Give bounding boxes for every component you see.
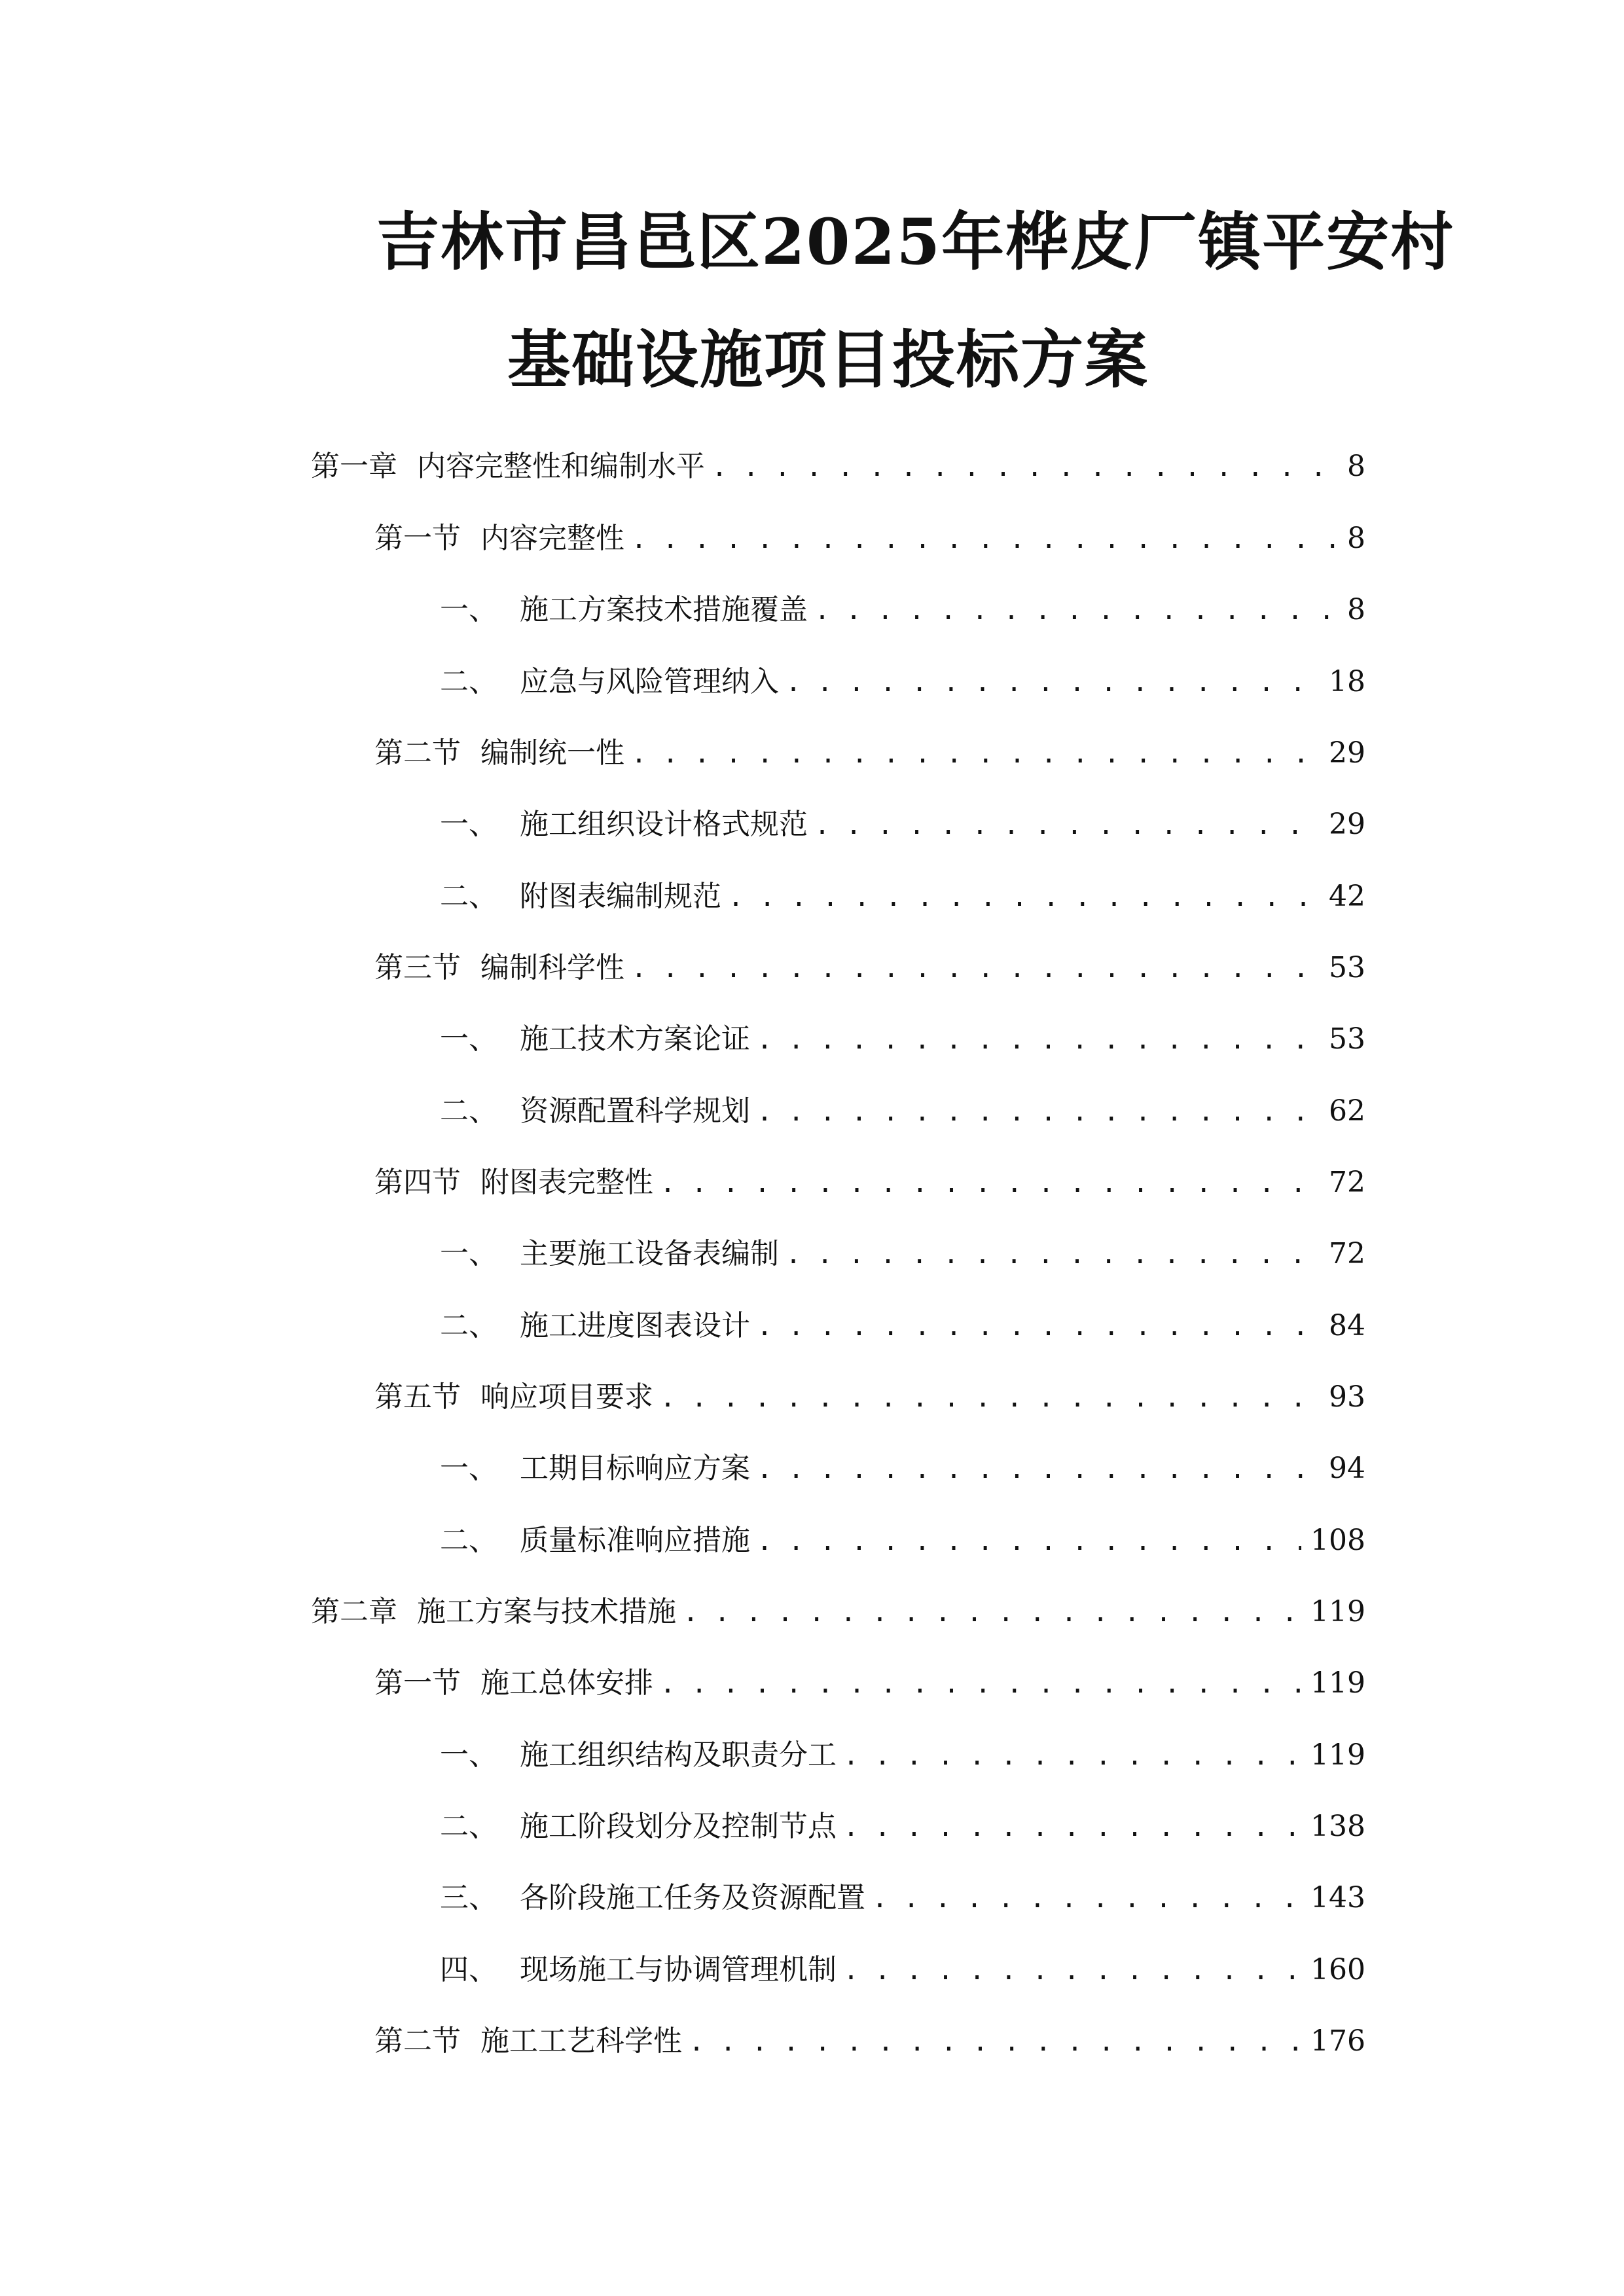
toc-entry-number: 第二节 bbox=[374, 2024, 461, 2058]
toc-entry-subsection[interactable] bbox=[440, 659, 1365, 705]
toc-entry-page: 119 bbox=[1310, 1666, 1365, 1700]
toc-entry-subsection[interactable] bbox=[440, 802, 1365, 848]
toc-entry-chapter[interactable] bbox=[311, 1589, 1365, 1635]
toc-entry-number: 一、 bbox=[440, 1022, 497, 1056]
toc-entry-title: 施工组织结构及职责分工 bbox=[520, 1738, 837, 1772]
toc-entry-page: 160 bbox=[1310, 1953, 1365, 1986]
toc-entry-number: 二、 bbox=[440, 1810, 497, 1843]
toc-entry-number: 二、 bbox=[440, 880, 497, 913]
toc-entry-subsection[interactable] bbox=[440, 1947, 1365, 1993]
toc-dot-leader bbox=[631, 946, 1320, 992]
toc-entry-number: 第一节 bbox=[374, 1666, 461, 1700]
toc-entry-title: 施工总体安排 bbox=[480, 1666, 653, 1700]
toc-entry-number: 第二章 bbox=[311, 1595, 397, 1628]
toc-entry-title: 施工方案技术措施覆盖 bbox=[520, 593, 808, 626]
toc-entry-title: 附图表完整性 bbox=[480, 1166, 653, 1199]
toc-entry-title: 质量标准响应措施 bbox=[520, 1524, 750, 1557]
toc-entry-title: 各阶段施工任务及资源配置 bbox=[520, 1881, 865, 1914]
toc-entry-number: 第一章 bbox=[311, 450, 397, 483]
toc-entry-section[interactable] bbox=[374, 1374, 1365, 1420]
toc-entry-page: 119 bbox=[1310, 1595, 1365, 1628]
toc-dot-leader bbox=[814, 588, 1338, 634]
toc-entry-page: 42 bbox=[1329, 880, 1365, 913]
toc-entry-title: 响应项目要求 bbox=[480, 1380, 653, 1414]
toc-entry-page: 176 bbox=[1310, 2024, 1365, 2058]
toc-entry-page: 53 bbox=[1329, 951, 1365, 984]
toc-entry-number: 三、 bbox=[440, 1881, 497, 1914]
toc-entry-title: 工期目标响应方案 bbox=[520, 1452, 750, 1485]
toc-entry-page: 108 bbox=[1310, 1524, 1365, 1557]
toc-entry-page: 143 bbox=[1310, 1881, 1365, 1914]
toc-dot-leader bbox=[843, 1733, 1301, 1779]
toc-entry-page: 8 bbox=[1347, 450, 1365, 483]
toc-entry-title: 施工方案与技术措施 bbox=[417, 1595, 676, 1628]
toc-entry-subsection[interactable] bbox=[440, 1518, 1365, 1564]
toc-entry-number: 二、 bbox=[440, 1094, 497, 1128]
toc-entry-page: 8 bbox=[1347, 593, 1365, 626]
toc-dot-leader bbox=[757, 1089, 1320, 1135]
toc-entry-number: 一、 bbox=[440, 593, 497, 626]
toc-entry-page: 84 bbox=[1329, 1309, 1365, 1342]
toc-entry-number: 第三节 bbox=[374, 951, 461, 984]
toc-entry-title: 资源配置科学规划 bbox=[520, 1094, 750, 1128]
toc-entry-section[interactable] bbox=[374, 516, 1365, 562]
toc-entry-subsection[interactable] bbox=[440, 1732, 1365, 1778]
toc-dot-leader bbox=[843, 1948, 1301, 1994]
toc-entry-subsection[interactable] bbox=[440, 874, 1365, 920]
toc-dot-leader bbox=[757, 1446, 1320, 1492]
toc-entry-number: 二、 bbox=[440, 1309, 497, 1342]
toc-entry-number: 第四节 bbox=[374, 1166, 461, 1199]
toc-dot-leader bbox=[660, 1160, 1320, 1206]
toc-entry-title: 施工阶段划分及控制节点 bbox=[520, 1810, 837, 1843]
document-title-line-1: 吉林市昌邑区2025年桦皮厂镇平安村 bbox=[376, 205, 1455, 279]
toc-entry-page: 18 bbox=[1329, 665, 1365, 698]
toc-dot-leader bbox=[785, 660, 1320, 706]
toc-entry-number: 第二节 bbox=[374, 736, 461, 770]
toc-entry-section[interactable] bbox=[374, 730, 1365, 776]
toc-entry-subsection[interactable] bbox=[440, 1804, 1365, 1850]
toc-entry-subsection[interactable] bbox=[440, 1303, 1365, 1349]
toc-entry-title: 施工技术方案论证 bbox=[520, 1022, 750, 1056]
toc-dot-leader bbox=[631, 731, 1320, 777]
toc-entry-section[interactable] bbox=[374, 2018, 1365, 2064]
toc-entry-number: 四、 bbox=[440, 1953, 497, 1986]
toc-entry-page: 138 bbox=[1310, 1810, 1365, 1843]
toc-entry-number: 二、 bbox=[440, 665, 497, 698]
toc-entry-page: 119 bbox=[1310, 1738, 1365, 1772]
toc-dot-leader bbox=[757, 1518, 1301, 1564]
toc-entry-number: 一、 bbox=[440, 1452, 497, 1485]
toc-entry-subsection[interactable] bbox=[440, 1446, 1365, 1492]
toc-dot-leader bbox=[660, 1375, 1320, 1421]
toc-entry-page: 72 bbox=[1329, 1166, 1365, 1199]
toc-entry-subsection[interactable] bbox=[440, 1088, 1365, 1134]
toc-entry-title: 附图表编制规范 bbox=[520, 880, 721, 913]
toc-entry-section[interactable] bbox=[374, 1160, 1365, 1206]
toc-dot-leader bbox=[757, 1304, 1320, 1350]
document-title-line-2: 基础设施项目投标方案 bbox=[507, 323, 1149, 397]
toc-entry-subsection[interactable] bbox=[440, 1231, 1365, 1277]
toc-entry-title: 施工组织设计格式规范 bbox=[520, 808, 808, 841]
toc-entry-title: 内容完整性 bbox=[480, 522, 624, 555]
toc-entry-page: 72 bbox=[1329, 1237, 1365, 1270]
toc-dot-leader bbox=[689, 2019, 1301, 2065]
toc-entry-subsection[interactable] bbox=[440, 1875, 1365, 1921]
toc-dot-leader bbox=[728, 874, 1320, 920]
toc-entry-title: 应急与风险管理纳入 bbox=[520, 665, 779, 698]
toc-entry-chapter[interactable] bbox=[311, 444, 1365, 490]
toc-entry-page: 29 bbox=[1329, 808, 1365, 841]
toc-entry-number: 一、 bbox=[440, 1738, 497, 1772]
toc-entry-page: 29 bbox=[1329, 736, 1365, 770]
toc-entry-number: 二、 bbox=[440, 1524, 497, 1557]
toc-entry-title: 施工进度图表设计 bbox=[520, 1309, 750, 1342]
toc-entry-section[interactable] bbox=[374, 1660, 1365, 1706]
toc-entry-subsection[interactable] bbox=[440, 1016, 1365, 1062]
toc-entry-page: 94 bbox=[1329, 1452, 1365, 1485]
toc-dot-leader bbox=[757, 1017, 1320, 1063]
toc-entry-title: 主要施工设备表编制 bbox=[520, 1237, 779, 1270]
toc-entry-title: 施工工艺科学性 bbox=[480, 2024, 682, 2058]
toc-entry-title: 内容完整性和编制水平 bbox=[417, 450, 705, 483]
toc-entry-number: 第五节 bbox=[374, 1380, 461, 1414]
toc-dot-leader bbox=[872, 1876, 1301, 1922]
toc-dot-leader bbox=[683, 1590, 1301, 1636]
toc-dot-leader bbox=[631, 516, 1338, 562]
toc-entry-number: 一、 bbox=[440, 808, 497, 841]
toc-dot-leader bbox=[660, 1661, 1301, 1707]
toc-entry-title: 现场施工与协调管理机制 bbox=[520, 1953, 837, 1986]
toc-entry-page: 62 bbox=[1329, 1094, 1365, 1128]
toc-entry-title: 编制科学性 bbox=[480, 951, 624, 984]
toc-entry-page: 93 bbox=[1329, 1380, 1365, 1414]
toc-dot-leader bbox=[814, 802, 1320, 848]
toc-entry-number: 一、 bbox=[440, 1237, 497, 1270]
toc-entry-page: 8 bbox=[1347, 522, 1365, 555]
toc-dot-leader bbox=[712, 444, 1338, 490]
toc-entry-section[interactable] bbox=[374, 945, 1365, 991]
toc-dot-leader bbox=[785, 1232, 1320, 1278]
toc-entry-number: 第一节 bbox=[374, 522, 461, 555]
toc-entry-title: 编制统一性 bbox=[480, 736, 624, 770]
toc-entry-subsection[interactable] bbox=[440, 587, 1365, 633]
toc-entry-page: 53 bbox=[1329, 1022, 1365, 1056]
toc-dot-leader bbox=[843, 1804, 1301, 1850]
